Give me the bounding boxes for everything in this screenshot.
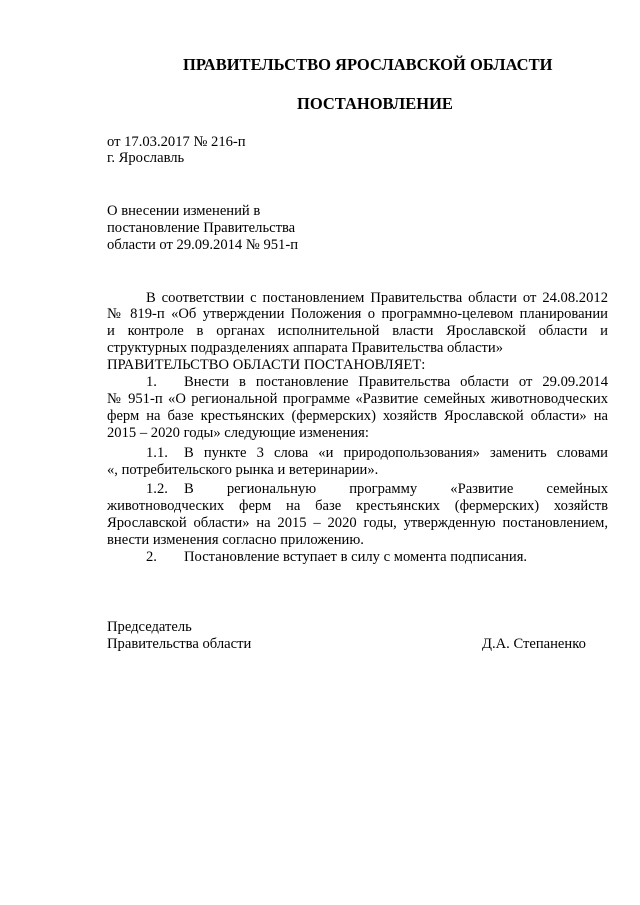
item-line: В пункте 3 слова «и природопользования» заменить словами — [184, 445, 608, 461]
item-line: № 951-п «О региональной программе «Развитие семейных животноводческих — [107, 391, 608, 407]
item-line: Ярославской области» на 2015 – 2020 годы, утвержденную постановлением, — [107, 515, 608, 531]
item-line: внести изменения согласно приложению. — [107, 532, 364, 548]
preamble-line: В соответствии с постановлением Правительства области от 24.08.2012 — [146, 290, 608, 306]
resolves-heading: ПРАВИТЕЛЬСТВО ОБЛАСТИ ПОСТАНОВЛЯЕТ: — [107, 357, 426, 373]
item-line: Постановление вступает в силу с момента подписания. — [184, 549, 528, 565]
document-city: г. Ярославль — [107, 150, 185, 166]
item-line: ферм на базе крестьянских (фермерских) хозяйств Ярославской области» на — [107, 408, 608, 424]
signature-name: Д.А. Степаненко — [482, 636, 586, 652]
item-number: 1.1. — [146, 445, 168, 461]
item-number: 1.2. — [146, 481, 168, 497]
item-line: «, потребительского рынка и ветеринарии». — [107, 462, 379, 478]
item-line: животноводческих ферм на базе крестьянских (фермерских) хозяйств — [107, 498, 608, 514]
subject-line: области от 29.09.2014 № 951-п — [107, 237, 299, 253]
preamble-line: структурных подразделениях аппарата Правительства области» — [107, 340, 504, 356]
signature-title: Правительства области — [107, 636, 252, 652]
subject-line: О внесении изменений в — [107, 203, 261, 219]
signature-title: Председатель — [107, 619, 192, 635]
item-line: 2015 – 2020 годы» следующие изменения: — [107, 425, 369, 441]
document-date-number: от 17.03.2017 № 216-п — [107, 134, 246, 150]
item-number: 2. — [146, 549, 157, 565]
document-type: ПОСТАНОВЛЕНИЕ — [297, 94, 453, 113]
preamble-line: и контроле в органах исполнительной власти Ярославской области и — [107, 323, 608, 339]
item-line: Внести в постановление Правительства области от 29.09.2014 — [184, 374, 608, 390]
item-line: В региональную программу «Развитие семейных — [184, 481, 608, 497]
preamble-line: № 819-п «Об утверждении Положения о программно-целевом планировании — [107, 306, 608, 322]
subject-line: постановление Правительства — [107, 220, 296, 236]
government-title: ПРАВИТЕЛЬСТВО ЯРОСЛАВСКОЙ ОБЛАСТИ — [183, 55, 553, 74]
item-number: 1. — [146, 374, 157, 390]
